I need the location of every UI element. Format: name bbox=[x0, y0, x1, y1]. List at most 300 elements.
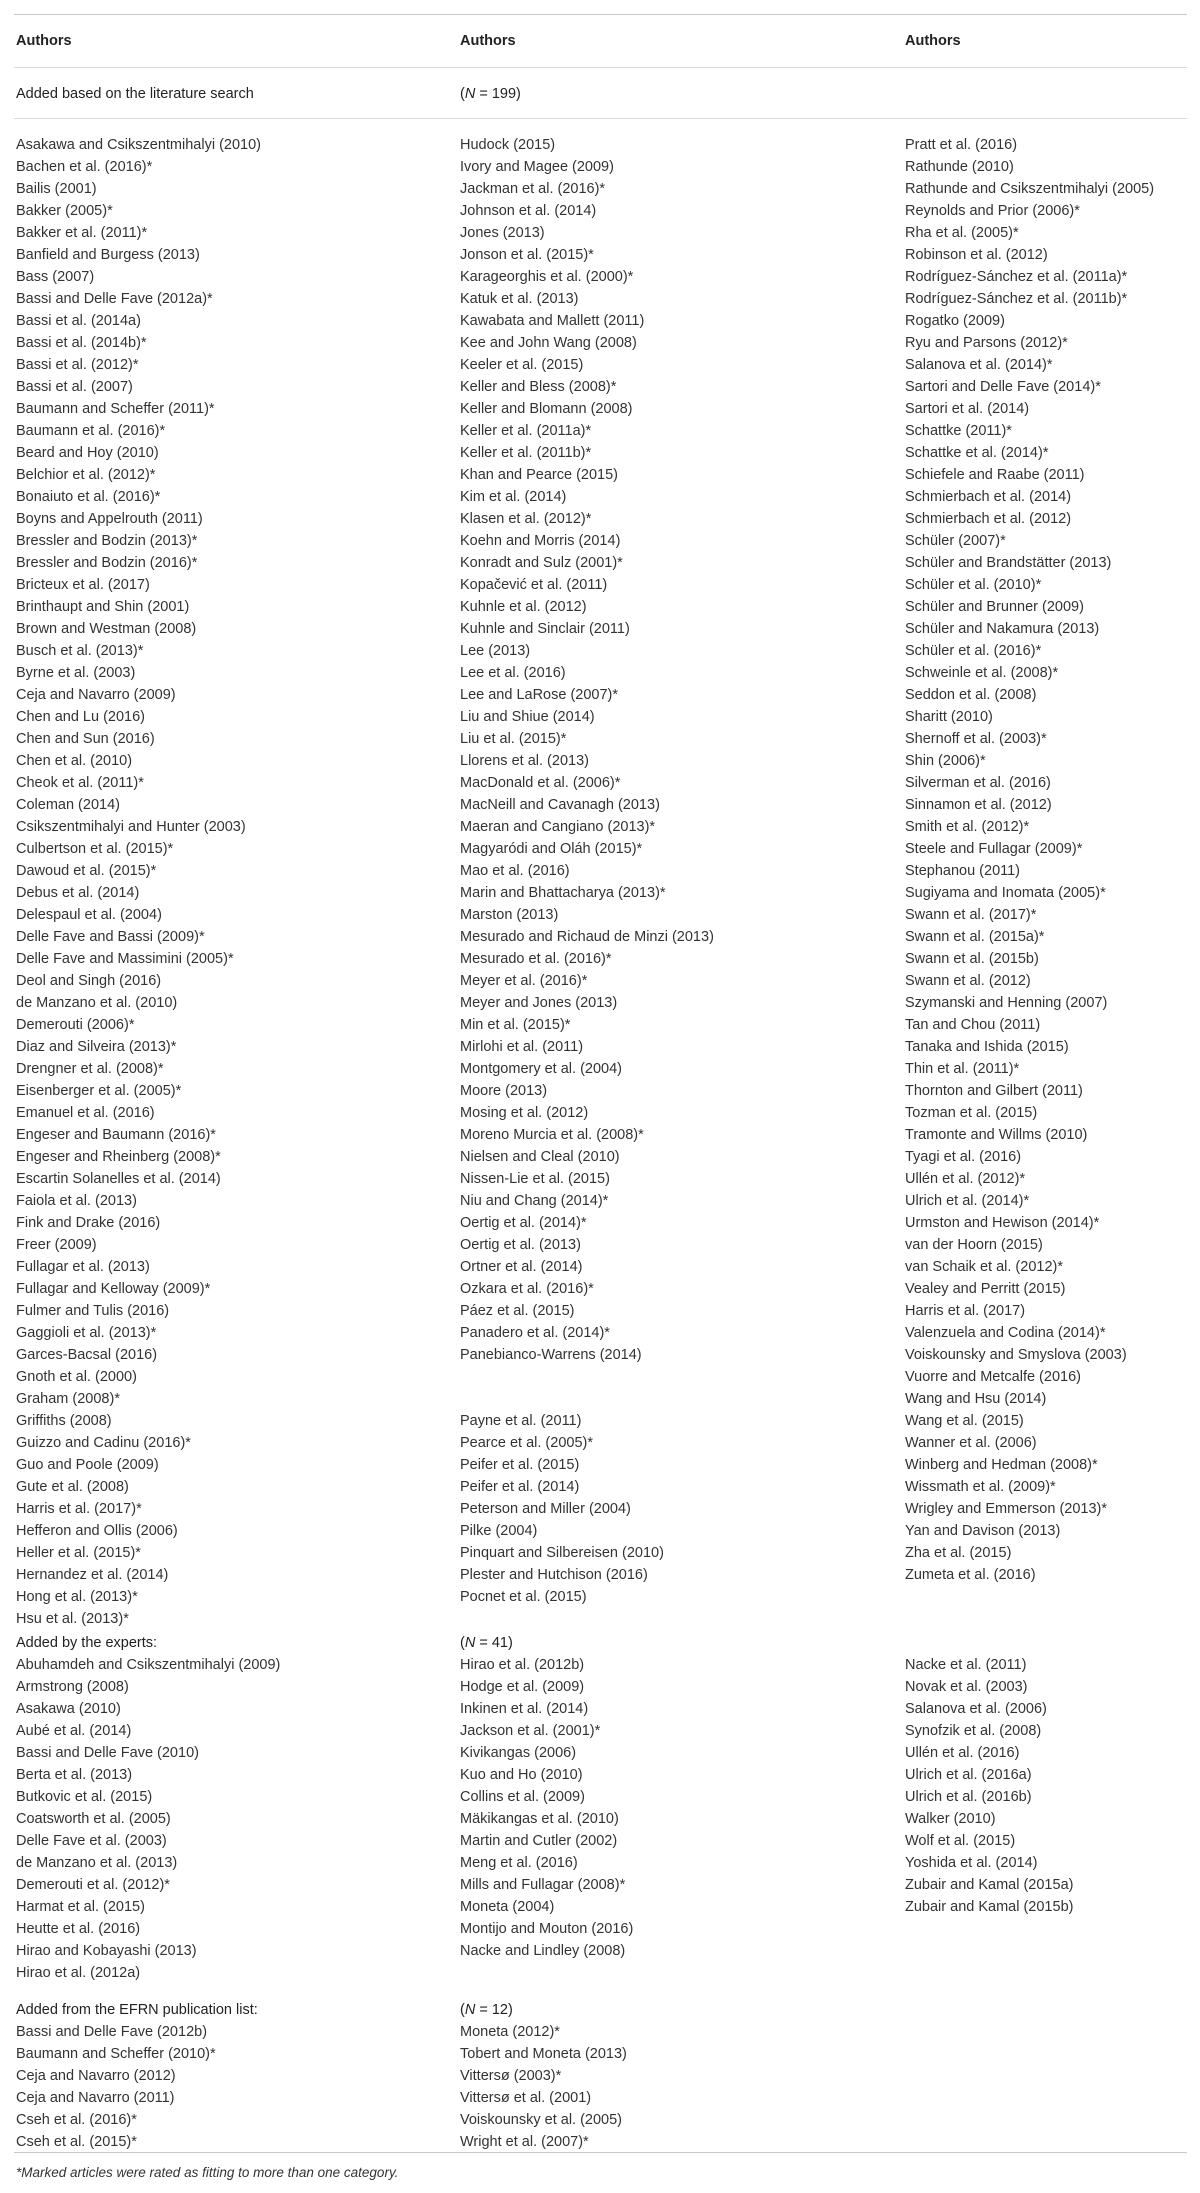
author-cell: Escartin Solanelles et al. (2014) bbox=[16, 1171, 221, 1187]
author-cell: Lee et al. (2016) bbox=[460, 665, 566, 681]
author-cell: Ceja and Navarro (2009) bbox=[16, 687, 176, 703]
author-cell: Zubair and Kamal (2015b) bbox=[905, 1899, 1074, 1915]
author-cell: Steele and Fullagar (2009)* bbox=[905, 841, 1083, 857]
section-count: (N = 199) bbox=[460, 86, 521, 102]
author-cell: Baumann and Scheffer (2010)* bbox=[16, 2046, 216, 2062]
author-cell: Stephanou (2011) bbox=[905, 863, 1021, 879]
author-cell: van Schaik et al. (2012)* bbox=[905, 1259, 1063, 1275]
table-row bbox=[0, 288, 1200, 310]
table-row bbox=[0, 1698, 1200, 1720]
author-cell: Fullagar et al. (2013) bbox=[16, 1259, 150, 1275]
author-cell: Swann et al. (2012) bbox=[905, 973, 1031, 989]
author-cell: Cseh et al. (2016)* bbox=[16, 2112, 137, 2128]
author-cell: Pearce et al. (2005)* bbox=[460, 1435, 593, 1451]
author-cell: Vealey and Perritt (2015) bbox=[905, 1281, 1066, 1297]
author-cell: MacDonald et al. (2006)* bbox=[460, 775, 621, 791]
table-row bbox=[0, 1874, 1200, 1896]
table-row bbox=[0, 178, 1200, 200]
author-cell: Asakawa (2010) bbox=[16, 1701, 121, 1717]
table-row bbox=[0, 332, 1200, 354]
table-row bbox=[0, 1212, 1200, 1234]
author-cell: Griffiths (2008) bbox=[16, 1413, 112, 1429]
table-row bbox=[0, 508, 1200, 530]
author-cell: Guizzo and Cadinu (2016)* bbox=[16, 1435, 191, 1451]
table-row bbox=[0, 1234, 1200, 1256]
table-row bbox=[0, 596, 1200, 618]
table-row bbox=[0, 750, 1200, 772]
author-cell: Schüler and Brunner (2009) bbox=[905, 599, 1084, 615]
column-header-1: Authors bbox=[16, 33, 72, 49]
author-cell: Freer (2009) bbox=[16, 1237, 97, 1253]
author-cell: Walker (2010) bbox=[905, 1811, 996, 1827]
author-cell: Bachen et al. (2016)* bbox=[16, 159, 153, 175]
section-rule bbox=[14, 118, 1187, 119]
table-row bbox=[0, 1036, 1200, 1058]
author-cell: Rodríguez-Sánchez et al. (2011b)* bbox=[905, 291, 1128, 307]
author-cell: Szymanski and Henning (2007) bbox=[905, 995, 1108, 1011]
column-header-2: Authors bbox=[460, 33, 516, 49]
author-cell: Delle Fave et al. (2003) bbox=[16, 1833, 167, 1849]
author-cell: Chen et al. (2010) bbox=[16, 753, 133, 769]
author-cell: Cheok et al. (2011)* bbox=[16, 775, 144, 791]
table-row bbox=[0, 1852, 1200, 1874]
author-cell: Jones (2013) bbox=[460, 225, 545, 241]
author-cell: Tobert and Moneta (2013) bbox=[460, 2046, 627, 2062]
table-row bbox=[0, 1940, 1200, 1962]
table-row bbox=[0, 838, 1200, 860]
author-cell: Tan and Chou (2011) bbox=[905, 1017, 1041, 1033]
table-row bbox=[0, 1256, 1200, 1278]
author-cell: Sartori and Delle Fave (2014)* bbox=[905, 379, 1101, 395]
author-cell: Schüler and Nakamura (2013) bbox=[905, 621, 1100, 637]
author-cell: Bressler and Bodzin (2016)* bbox=[16, 555, 198, 571]
author-cell: Schmierbach et al. (2014) bbox=[905, 489, 1072, 505]
section-header-row bbox=[0, 83, 1200, 105]
table-row bbox=[0, 1300, 1200, 1322]
table-row bbox=[0, 2087, 1200, 2109]
author-cell: Silverman et al. (2016) bbox=[905, 775, 1051, 791]
author-cell: Bakker (2005)* bbox=[16, 203, 113, 219]
section-header-row bbox=[0, 1999, 1200, 2021]
author-cell: Bassi and Delle Fave (2012a)* bbox=[16, 291, 213, 307]
table-row bbox=[0, 970, 1200, 992]
author-cell: Wolf et al. (2015) bbox=[905, 1833, 1016, 1849]
author-cell: Harmat et al. (2015) bbox=[16, 1899, 145, 1915]
author-cell: Dawoud et al. (2015)* bbox=[16, 863, 157, 879]
table-row bbox=[0, 816, 1200, 838]
author-cell: Banfield and Burgess (2013) bbox=[16, 247, 200, 263]
author-cell: Meng et al. (2016) bbox=[460, 1855, 578, 1871]
table-row bbox=[0, 1830, 1200, 1852]
table-row bbox=[0, 1168, 1200, 1190]
author-cell: Montgomery et al. (2004) bbox=[460, 1061, 622, 1077]
author-cell: Nissen-Lie et al. (2015) bbox=[460, 1171, 610, 1187]
table-row bbox=[0, 1764, 1200, 1786]
table-row bbox=[0, 266, 1200, 288]
author-cell: Garces-Bacsal (2016) bbox=[16, 1347, 158, 1363]
author-cell: Lee and LaRose (2007)* bbox=[460, 687, 619, 703]
author-cell: Berta et al. (2013) bbox=[16, 1767, 133, 1783]
table-row bbox=[0, 1014, 1200, 1036]
author-cell: Llorens et al. (2013) bbox=[460, 753, 589, 769]
author-cell: Jackson et al. (2001)* bbox=[460, 1723, 601, 1739]
table-row bbox=[0, 2043, 1200, 2065]
author-cell: Kawabata and Mallett (2011) bbox=[460, 313, 645, 329]
author-cell: Peifer et al. (2014) bbox=[460, 1479, 580, 1495]
author-cell: Schmierbach et al. (2012) bbox=[905, 511, 1072, 527]
table-row bbox=[0, 1190, 1200, 1212]
author-cell: Rathunde and Csikszentmihalyi (2005) bbox=[905, 181, 1155, 197]
author-cell: Swann et al. (2015a)* bbox=[905, 929, 1045, 945]
section-count-value: = 199) bbox=[475, 86, 521, 102]
column-header-3: Authors bbox=[905, 33, 961, 49]
author-cell: Wanner et al. (2006) bbox=[905, 1435, 1037, 1451]
author-cell: Liu and Shiue (2014) bbox=[460, 709, 595, 725]
author-cell: Zumeta et al. (2016) bbox=[905, 1567, 1036, 1583]
author-cell: Vittersø (2003)* bbox=[460, 2068, 562, 2084]
author-cell: Swann et al. (2015b) bbox=[905, 951, 1039, 967]
author-cell: Schweinle et al. (2008)* bbox=[905, 665, 1059, 681]
author-cell: Cseh et al. (2015)* bbox=[16, 2134, 137, 2150]
table-row bbox=[0, 706, 1200, 728]
author-cell: Ceja and Navarro (2011) bbox=[16, 2090, 175, 2106]
table-row bbox=[0, 1962, 1200, 1984]
author-cell: Brown and Westman (2008) bbox=[16, 621, 197, 637]
author-cell: Salanova et al. (2014)* bbox=[905, 357, 1053, 373]
bottom-rule bbox=[14, 2152, 1187, 2153]
table-row bbox=[0, 1918, 1200, 1940]
author-cell: Sartori et al. (2014) bbox=[905, 401, 1030, 417]
author-cell: Chen and Lu (2016) bbox=[16, 709, 145, 725]
table-row bbox=[0, 1542, 1200, 1564]
author-cell: Inkinen et al. (2014) bbox=[460, 1701, 589, 1717]
table-row bbox=[0, 640, 1200, 662]
table-row bbox=[0, 1322, 1200, 1344]
author-cell: Hong et al. (2013)* bbox=[16, 1589, 138, 1605]
table-row bbox=[0, 1454, 1200, 1476]
author-cell: Rathunde (2010) bbox=[905, 159, 1014, 175]
author-cell: Baumann et al. (2016)* bbox=[16, 423, 166, 439]
author-cell: Baumann and Scheffer (2011)* bbox=[16, 401, 215, 417]
author-cell: Wrigley and Emmerson (2013)* bbox=[905, 1501, 1108, 1517]
author-cell: Diaz and Silveira (2013)* bbox=[16, 1039, 177, 1055]
table-row bbox=[0, 134, 1200, 156]
author-cell: Pratt et al. (2016) bbox=[905, 137, 1018, 153]
author-cell: Kuhnle and Sinclair (2011) bbox=[460, 621, 630, 637]
author-cell: Drengner et al. (2008)* bbox=[16, 1061, 164, 1077]
author-cell: Graham (2008)* bbox=[16, 1391, 120, 1407]
author-cell: Bricteux et al. (2017) bbox=[16, 577, 150, 593]
table-row bbox=[0, 1654, 1200, 1676]
table-row bbox=[0, 1564, 1200, 1586]
author-cell: Khan and Pearce (2015) bbox=[460, 467, 618, 483]
table-row bbox=[0, 1808, 1200, 1830]
author-cell: Keeler et al. (2015) bbox=[460, 357, 584, 373]
table-row bbox=[0, 1146, 1200, 1168]
table-row bbox=[0, 200, 1200, 222]
table-row bbox=[0, 420, 1200, 442]
author-cell: Min et al. (2015)* bbox=[460, 1017, 571, 1033]
author-cell: Yan and Davison (2013) bbox=[905, 1523, 1061, 1539]
author-cell: Delle Fave and Bassi (2009)* bbox=[16, 929, 205, 945]
author-cell: Thin et al. (2011)* bbox=[905, 1061, 1020, 1077]
table-footnote: *Marked articles were rated as fitting to more than one category. bbox=[16, 2165, 399, 2180]
author-cell: Voiskounsky and Smyslova (2003) bbox=[905, 1347, 1127, 1363]
table-row bbox=[0, 1520, 1200, 1542]
table-row bbox=[0, 684, 1200, 706]
table-row bbox=[0, 1058, 1200, 1080]
author-cell: Mirlohi et al. (2011) bbox=[460, 1039, 584, 1055]
author-cell: Deol and Singh (2016) bbox=[16, 973, 162, 989]
author-cell: Hodge et al. (2009) bbox=[460, 1679, 585, 1695]
author-cell: Gnoth et al. (2000) bbox=[16, 1369, 137, 1385]
author-cell: Schattke et al. (2014)* bbox=[905, 445, 1049, 461]
author-cell: Panadero et al. (2014)* bbox=[460, 1325, 610, 1341]
author-cell: Asakawa and Csikszentmihalyi (2010) bbox=[16, 137, 261, 153]
table-row bbox=[0, 1388, 1200, 1410]
author-cell: Meyer and Jones (2013) bbox=[460, 995, 618, 1011]
section-count-symbol: N bbox=[464, 86, 476, 102]
section-title: Added by the experts: bbox=[16, 1635, 158, 1651]
author-cell: Busch et al. (2013)* bbox=[16, 643, 144, 659]
author-cell: Wang et al. (2015) bbox=[905, 1413, 1024, 1429]
author-cell: Heutte et al. (2016) bbox=[16, 1921, 141, 1937]
author-cell: Pocnet et al. (2015) bbox=[460, 1589, 587, 1605]
author-cell: Montijo and Mouton (2016) bbox=[460, 1921, 634, 1937]
table-row bbox=[0, 2109, 1200, 2131]
table-row bbox=[0, 904, 1200, 926]
author-cell: de Manzano et al. (2010) bbox=[16, 995, 178, 1011]
author-cell: van der Hoorn (2015) bbox=[905, 1237, 1043, 1253]
table-row bbox=[0, 442, 1200, 464]
author-cell: Mosing et al. (2012) bbox=[460, 1105, 589, 1121]
author-cell: Sinnamon et al. (2012) bbox=[905, 797, 1052, 813]
author-cell: Wright et al. (2007)* bbox=[460, 2134, 589, 2150]
author-cell: Abuhamdeh and Csikszentmihalyi (2009) bbox=[16, 1657, 281, 1673]
author-cell: Plester and Hutchison (2016) bbox=[460, 1567, 648, 1583]
author-cell: Nielsen and Cleal (2010) bbox=[460, 1149, 620, 1165]
section-count-symbol: N bbox=[464, 1635, 476, 1651]
author-cell: Aubé et al. (2014) bbox=[16, 1723, 132, 1739]
table-row bbox=[0, 1080, 1200, 1102]
author-cell: de Manzano et al. (2013) bbox=[16, 1855, 178, 1871]
author-cell: Byrne et al. (2003) bbox=[16, 665, 136, 681]
author-cell: Jonson et al. (2015)* bbox=[460, 247, 594, 263]
author-cell: Eisenberger et al. (2005)* bbox=[16, 1083, 182, 1099]
author-cell: Johnson et al. (2014) bbox=[460, 203, 597, 219]
author-cell: Nacke et al. (2011) bbox=[905, 1657, 1027, 1673]
author-cell: Kopačević et al. (2011) bbox=[460, 577, 608, 593]
author-cell: Vittersø et al. (2001) bbox=[460, 2090, 592, 2106]
author-cell: Tozman et al. (2015) bbox=[905, 1105, 1038, 1121]
table-row bbox=[0, 1410, 1200, 1432]
author-cell: Delle Fave and Massimini (2005)* bbox=[16, 951, 234, 967]
author-cell: Schüler and Brandstätter (2013) bbox=[905, 555, 1112, 571]
author-cell: MacNeill and Cavanagh (2013) bbox=[460, 797, 660, 813]
table-row bbox=[0, 156, 1200, 178]
table-row bbox=[0, 1676, 1200, 1698]
author-cell: Gaggioli et al. (2013)* bbox=[16, 1325, 157, 1341]
table-row bbox=[0, 772, 1200, 794]
author-cell: Moneta (2012)* bbox=[460, 2024, 560, 2040]
author-cell: Niu and Chang (2014)* bbox=[460, 1193, 609, 1209]
header-rule bbox=[14, 67, 1187, 68]
author-cell: Hudock (2015) bbox=[460, 137, 556, 153]
author-cell: Jackman et al. (2016)* bbox=[460, 181, 606, 197]
author-cell: Rodríguez-Sánchez et al. (2011a)* bbox=[905, 269, 1128, 285]
author-cell: Oertig et al. (2013) bbox=[460, 1237, 581, 1253]
author-cell: Hirao et al. (2012a) bbox=[16, 1965, 141, 1981]
author-cell: Pilke (2004) bbox=[460, 1523, 538, 1539]
author-cell: Payne et al. (2011) bbox=[460, 1413, 582, 1429]
table-row bbox=[0, 1896, 1200, 1918]
author-cell: Bonaiuto et al. (2016)* bbox=[16, 489, 161, 505]
table-row bbox=[0, 354, 1200, 376]
author-cell: Bassi and Delle Fave (2012b) bbox=[16, 2024, 208, 2040]
author-cell: Nacke and Lindley (2008) bbox=[460, 1943, 626, 1959]
table-row bbox=[0, 1786, 1200, 1808]
author-cell: Demerouti et al. (2012)* bbox=[16, 1877, 170, 1893]
section-count: (N = 12) bbox=[460, 2002, 513, 2018]
author-cell: Bailis (2001) bbox=[16, 181, 97, 197]
table-row bbox=[0, 1102, 1200, 1124]
author-cell: Bassi and Delle Fave (2010) bbox=[16, 1745, 199, 1761]
author-cell: Tramonte and Willms (2010) bbox=[905, 1127, 1088, 1143]
author-cell: Wang and Hsu (2014) bbox=[905, 1391, 1047, 1407]
table-row bbox=[0, 2131, 1200, 2153]
table-row bbox=[0, 618, 1200, 640]
author-cell: Emanuel et al. (2016) bbox=[16, 1105, 155, 1121]
author-cell: Pinquart and Silbereisen (2010) bbox=[460, 1545, 664, 1561]
author-cell: Fulmer and Tulis (2016) bbox=[16, 1303, 170, 1319]
author-cell: Novak et al. (2003) bbox=[905, 1679, 1028, 1695]
table-row bbox=[0, 662, 1200, 684]
author-cell: Ulrich et al. (2014)* bbox=[905, 1193, 1030, 1209]
table-row bbox=[0, 1608, 1200, 1630]
author-cell: Mao et al. (2016) bbox=[460, 863, 570, 879]
author-cell: Kee and John Wang (2008) bbox=[460, 335, 637, 351]
author-cell: Kuo and Ho (2010) bbox=[460, 1767, 583, 1783]
author-cell: Ortner et al. (2014) bbox=[460, 1259, 583, 1275]
section-title: Added based on the literature search bbox=[16, 86, 254, 102]
author-cell: Robinson et al. (2012) bbox=[905, 247, 1048, 263]
author-cell: Harris et al. (2017) bbox=[905, 1303, 1026, 1319]
author-cell: Ivory and Magee (2009) bbox=[460, 159, 614, 175]
section-count-value: = 41) bbox=[475, 1635, 513, 1651]
author-cell: Bassi et al. (2012)* bbox=[16, 357, 139, 373]
author-cell: Hefferon and Ollis (2006) bbox=[16, 1523, 178, 1539]
author-cell: Bassi et al. (2014a) bbox=[16, 313, 141, 329]
table-row bbox=[0, 1720, 1200, 1742]
author-cell: Ullén et al. (2016) bbox=[905, 1745, 1020, 1761]
section-header-row bbox=[0, 1632, 1200, 1654]
author-cell: Bakker et al. (2011)* bbox=[16, 225, 148, 241]
author-cell: Ullén et al. (2012)* bbox=[905, 1171, 1026, 1187]
table-row bbox=[0, 486, 1200, 508]
table-row bbox=[0, 376, 1200, 398]
section-count-symbol: N bbox=[464, 2002, 476, 2018]
author-cell: Vuorre and Metcalfe (2016) bbox=[905, 1369, 1081, 1385]
author-cell: Seddon et al. (2008) bbox=[905, 687, 1037, 703]
author-cell: Schüler et al. (2010)* bbox=[905, 577, 1042, 593]
table-row bbox=[0, 310, 1200, 332]
table-row bbox=[0, 574, 1200, 596]
author-cell: Moreno Murcia et al. (2008)* bbox=[460, 1127, 644, 1143]
author-cell: Debus et al. (2014) bbox=[16, 885, 140, 901]
table-row bbox=[0, 464, 1200, 486]
author-cell: Gute et al. (2008) bbox=[16, 1479, 129, 1495]
author-cell: Maeran and Cangiano (2013)* bbox=[460, 819, 656, 835]
author-cell: Synofzik et al. (2008) bbox=[905, 1723, 1042, 1739]
author-cell: Valenzuela and Codina (2014)* bbox=[905, 1325, 1106, 1341]
table-row bbox=[0, 222, 1200, 244]
author-cell: Keller et al. (2011b)* bbox=[460, 445, 592, 461]
author-cell: Reynolds and Prior (2006)* bbox=[905, 203, 1080, 219]
author-cell: Zubair and Kamal (2015a) bbox=[905, 1877, 1074, 1893]
author-cell: Bressler and Bodzin (2013)* bbox=[16, 533, 198, 549]
author-cell: Smith et al. (2012)* bbox=[905, 819, 1030, 835]
author-cell: Coatsworth et al. (2005) bbox=[16, 1811, 171, 1827]
author-cell: Fink and Drake (2016) bbox=[16, 1215, 161, 1231]
author-cell: Culbertson et al. (2015)* bbox=[16, 841, 174, 857]
author-cell: Boyns and Appelrouth (2011) bbox=[16, 511, 203, 527]
author-cell: Harris et al. (2017)* bbox=[16, 1501, 142, 1517]
table-row bbox=[0, 948, 1200, 970]
author-cell: Hernandez et al. (2014) bbox=[16, 1567, 169, 1583]
author-cell: Urmston and Hewison (2014)* bbox=[905, 1215, 1100, 1231]
author-cell: Brinthaupt and Shin (2001) bbox=[16, 599, 190, 615]
author-cell: Mills and Fullagar (2008)* bbox=[460, 1877, 626, 1893]
table-row bbox=[0, 2065, 1200, 2087]
author-cell: Karageorghis et al. (2000)* bbox=[460, 269, 634, 285]
author-cell: Schiefele and Raabe (2011) bbox=[905, 467, 1085, 483]
author-cell: Rha et al. (2005)* bbox=[905, 225, 1019, 241]
author-cell: Heller et al. (2015)* bbox=[16, 1545, 141, 1561]
author-cell: Engeser and Baumann (2016)* bbox=[16, 1127, 216, 1143]
author-cell: Mesurado and Richaud de Minzi (2013) bbox=[460, 929, 714, 945]
author-cell: Butkovic et al. (2015) bbox=[16, 1789, 153, 1805]
table-row bbox=[0, 1742, 1200, 1764]
author-cell: Hirao and Kobayashi (2013) bbox=[16, 1943, 197, 1959]
author-cell: Hirao et al. (2012b) bbox=[460, 1657, 585, 1673]
table-row bbox=[0, 530, 1200, 552]
table-row bbox=[0, 1278, 1200, 1300]
author-cell: Schattke (2011)* bbox=[905, 423, 1012, 439]
author-cell: Schüler et al. (2016)* bbox=[905, 643, 1042, 659]
author-cell: Shin (2006)* bbox=[905, 753, 986, 769]
author-cell: Hsu et al. (2013)* bbox=[16, 1611, 129, 1627]
author-cell: Páez et al. (2015) bbox=[460, 1303, 575, 1319]
table-row bbox=[0, 1124, 1200, 1146]
author-cell: Swann et al. (2017)* bbox=[905, 907, 1037, 923]
author-cell: Marin and Bhattacharya (2013)* bbox=[460, 885, 666, 901]
table-row bbox=[0, 1498, 1200, 1520]
section-count: (N = 41) bbox=[460, 1635, 513, 1651]
author-cell: Zha et al. (2015) bbox=[905, 1545, 1012, 1561]
author-cell: Tanaka and Ishida (2015) bbox=[905, 1039, 1069, 1055]
author-cell: Tyagi et al. (2016) bbox=[905, 1149, 1022, 1165]
author-cell: Kivikangas (2006) bbox=[460, 1745, 577, 1761]
author-cell: Wissmath et al. (2009)* bbox=[905, 1479, 1056, 1495]
author-cell: Chen and Sun (2016) bbox=[16, 731, 155, 747]
author-cell: Ulrich et al. (2016b) bbox=[905, 1789, 1032, 1805]
top-rule bbox=[14, 14, 1187, 15]
author-cell: Kim et al. (2014) bbox=[460, 489, 567, 505]
author-cell: Guo and Poole (2009) bbox=[16, 1457, 159, 1473]
table-row bbox=[0, 1586, 1200, 1608]
author-cell: Marston (2013) bbox=[460, 907, 559, 923]
table-row bbox=[0, 926, 1200, 948]
